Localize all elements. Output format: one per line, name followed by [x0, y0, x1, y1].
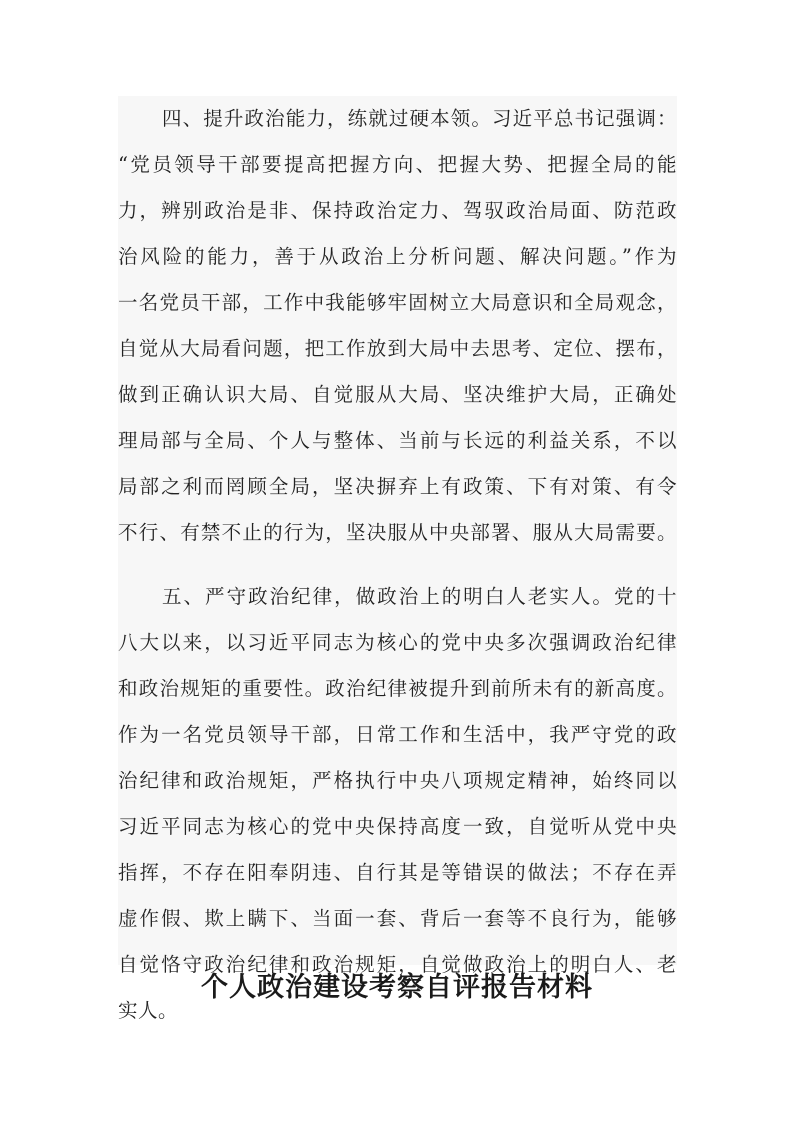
paragraph-line: 治风险的能力，善于从政治上分析问题、解决问题。”作为	[118, 245, 677, 268]
paragraph-line: 局部之利而罔顾全局，坚决摒弃上有政策、下有对策、有令	[118, 475, 677, 498]
paragraph-line: 指挥，不存在阳奉阴违、自行其是等错误的做法；不存在弄	[118, 861, 677, 884]
paragraph-line: 力，辨别政治是非、保持政治定力、驾驭政治局面、防范政	[118, 199, 677, 222]
paragraph-line: 虚作假、欺上瞒下、当面一套、背后一套等不良行为，能够	[118, 907, 677, 930]
paragraph-line: 做到正确认识大局、自觉服从大局、坚决维护大局，正确处	[118, 383, 677, 406]
paragraph-line: 自觉恪守政治纪律和政治规矩，自觉做政治上的明白人、老	[118, 953, 677, 976]
paragraph-line: 治纪律和政治规矩，严格执行中央八项规定精神，始终同以	[118, 769, 677, 792]
paragraph-line: 理局部与全局、个人与整体、当前与长远的利益关系，不以	[118, 429, 677, 452]
paragraph-line: 作为一名党员领导干部，日常工作和生活中，我严守党的政	[118, 723, 677, 746]
paragraph-line: 五、严守政治纪律，做政治上的明白人老实人。党的十	[162, 585, 677, 608]
paragraph-line: “党员领导干部要提高把握方向、把握大势、把握全局的能	[118, 153, 677, 176]
paragraph-line: 四、提升政治能力，练就过硬本领。习近平总书记强调：	[162, 107, 677, 130]
paragraph-line: 实人。	[118, 999, 179, 1022]
paragraph-line: 八大以来，以习近平同志为核心的党中央多次强调政治纪律	[118, 631, 677, 654]
paragraph-line: 不行、有禁不止的行为，坚决服从中央部署、服从大局需要。	[118, 521, 677, 544]
paragraph-line: 习近平同志为核心的党中央保持高度一致，自觉听从党中央	[118, 815, 677, 838]
paragraph-line: 自觉从大局看问题，把工作放到大局中去思考、定位、摆布，	[118, 337, 677, 360]
section-title: 个人政治建设考察自评报告材料	[201, 972, 593, 1003]
paragraph-line: 一名党员干部，工作中我能够牢固树立大局意识和全局观念，	[118, 291, 677, 314]
paragraph-line: 和政治规矩的重要性。政治纪律被提升到前所未有的新高度。	[118, 677, 677, 700]
